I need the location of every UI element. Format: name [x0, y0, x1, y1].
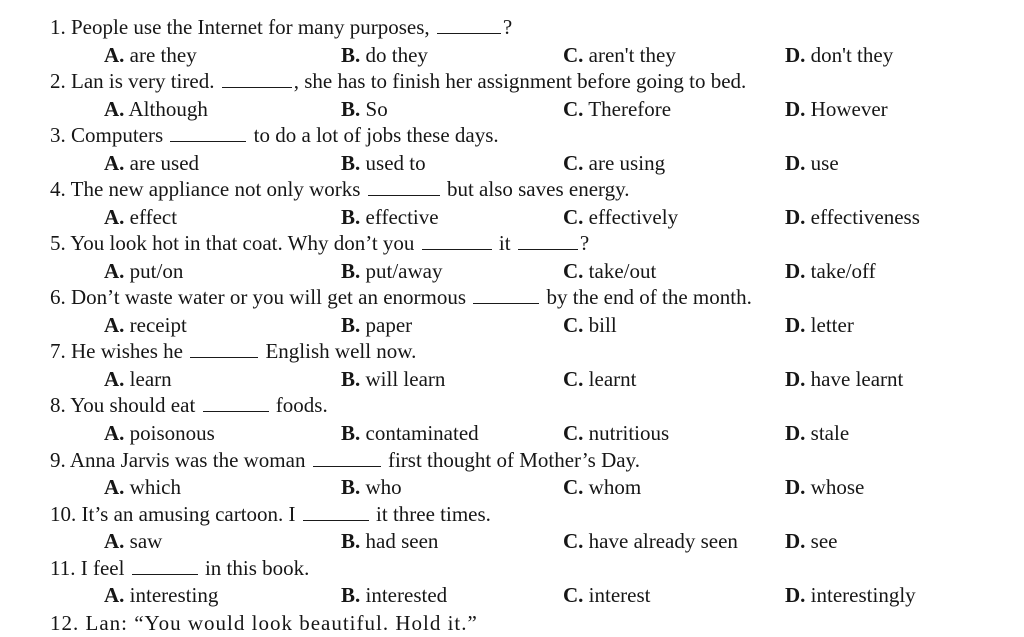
option-a — [104, 96, 208, 122]
option-text: put/away — [365, 259, 443, 283]
question-9-stem — [50, 447, 640, 474]
option-a — [104, 474, 181, 500]
option-text: take/out — [588, 259, 657, 283]
option-b — [341, 366, 445, 392]
option-letter: D. — [785, 583, 806, 607]
question-text: but also saves energy. — [446, 177, 630, 201]
question-text: in this book. — [204, 556, 310, 580]
option-letter: C. — [563, 583, 584, 607]
option-text: do they — [365, 43, 428, 67]
option-a — [104, 312, 187, 338]
option-letter: B. — [341, 205, 361, 229]
option-letter: A. — [104, 205, 125, 229]
option-c — [563, 474, 641, 500]
answer-blank — [170, 123, 246, 142]
option-letter: A. — [104, 367, 125, 391]
option-text: stale — [810, 421, 850, 445]
option-text: interested — [365, 583, 448, 607]
option-d — [785, 582, 916, 608]
option-d — [785, 204, 920, 230]
option-text: used to — [365, 151, 426, 175]
option-b — [341, 204, 439, 230]
question-text: foods. — [275, 393, 328, 417]
option-text: receipt — [129, 313, 187, 337]
option-text: learn — [129, 367, 172, 391]
option-c — [563, 96, 671, 122]
option-letter: C. — [563, 151, 584, 175]
option-d — [785, 258, 876, 284]
option-letter: C. — [563, 475, 584, 499]
question-text: it — [498, 231, 511, 255]
option-letter: B. — [341, 367, 361, 391]
question-4-stem — [50, 176, 630, 203]
question-text: first thought of Mother’s Day. — [387, 448, 640, 472]
option-letter: A. — [104, 97, 125, 121]
question-number: 3. — [50, 123, 66, 147]
option-text: learnt — [588, 367, 637, 391]
answer-blank — [222, 69, 292, 88]
question-11-stem — [50, 555, 309, 582]
option-a — [104, 42, 197, 68]
answer-blank — [518, 231, 578, 250]
option-c — [563, 42, 676, 68]
option-letter: B. — [341, 151, 361, 175]
option-text: paper — [365, 313, 413, 337]
option-letter: A. — [104, 583, 125, 607]
option-letter: D. — [785, 367, 806, 391]
question-10-stem — [50, 501, 491, 528]
answer-blank — [437, 15, 501, 34]
option-text: However — [810, 97, 888, 121]
option-text: contaminated — [365, 421, 479, 445]
option-b — [341, 582, 447, 608]
option-d — [785, 420, 849, 446]
option-letter: A. — [104, 475, 125, 499]
question-text: The new appliance not only works — [70, 177, 361, 201]
question-number: 7. — [50, 339, 66, 363]
option-text: had seen — [365, 529, 439, 553]
option-text: effective — [365, 205, 439, 229]
option-letter: C. — [563, 313, 584, 337]
answer-blank — [203, 393, 269, 412]
option-letter: D. — [785, 475, 806, 499]
cutoff-question-12 — [50, 608, 590, 635]
option-d — [785, 312, 854, 338]
option-letter: B. — [341, 313, 361, 337]
question-number: 9. — [50, 448, 66, 472]
question-number: 6. — [50, 285, 66, 309]
option-a — [104, 150, 199, 176]
option-letter: B. — [341, 529, 361, 553]
option-c — [563, 312, 617, 338]
option-text: interestingly — [810, 583, 916, 607]
option-letter: D. — [785, 259, 806, 283]
option-text: see — [810, 529, 838, 553]
option-letter: B. — [341, 583, 361, 607]
answer-blank — [190, 339, 258, 358]
option-c — [563, 258, 656, 284]
answer-blank — [368, 177, 440, 196]
question-number: 11. — [50, 556, 76, 580]
option-text: effectively — [588, 205, 679, 229]
option-text: have learnt — [810, 367, 904, 391]
question-number: 1. — [50, 15, 66, 39]
option-letter: D. — [785, 529, 806, 553]
answer-blank — [422, 231, 492, 250]
option-letter: D. — [785, 205, 806, 229]
option-text: effectiveness — [810, 205, 920, 229]
option-letter: C. — [563, 367, 584, 391]
cutoff-text: 12. Lan: “You would look beautiful. Hold it.” — [50, 611, 478, 635]
option-text: which — [129, 475, 181, 499]
question-text: Don’t waste water or you will get an enormous — [71, 285, 467, 309]
answer-blank — [132, 556, 198, 575]
question-text: ? — [502, 15, 513, 39]
option-text: letter — [810, 313, 854, 337]
option-letter: A. — [104, 43, 125, 67]
question-number: 4. — [50, 177, 66, 201]
option-text: aren't they — [588, 43, 676, 67]
option-b — [341, 150, 426, 176]
option-text: nutritious — [588, 421, 670, 445]
option-c — [563, 582, 650, 608]
answer-blank — [313, 448, 381, 467]
option-text: are using — [588, 151, 666, 175]
question-text: ? — [579, 231, 590, 255]
option-letter: D. — [785, 43, 806, 67]
question-text: People use the Internet for many purposes, — [71, 15, 430, 39]
option-b — [341, 420, 479, 446]
question-number: 2. — [50, 69, 66, 93]
option-text: Therefore — [588, 97, 672, 121]
option-a — [104, 420, 215, 446]
option-letter: A. — [104, 151, 125, 175]
option-letter: B. — [341, 421, 361, 445]
answer-blank — [473, 285, 539, 304]
option-b — [341, 258, 443, 284]
answer-blank — [303, 502, 369, 521]
question-5-stem — [50, 230, 589, 257]
option-text: use — [810, 151, 839, 175]
option-text: have already seen — [588, 529, 738, 553]
option-letter: D. — [785, 421, 806, 445]
question-7-stem — [50, 338, 416, 365]
question-8-stem — [50, 392, 328, 419]
option-a — [104, 204, 177, 230]
question-3-stem — [50, 122, 499, 149]
question-number: 8. — [50, 393, 66, 417]
question-text: Lan is very tired. — [71, 69, 215, 93]
option-d — [785, 96, 888, 122]
option-letter: B. — [341, 475, 361, 499]
question-text: He wishes he — [71, 339, 183, 363]
option-text: interesting — [129, 583, 219, 607]
question-1-stem — [50, 14, 512, 41]
option-letter: A. — [104, 421, 125, 445]
option-text: saw — [129, 529, 163, 553]
option-letter: D. — [785, 97, 806, 121]
option-letter: C. — [563, 529, 584, 553]
option-b — [341, 96, 388, 122]
question-text: to do a lot of jobs these days. — [253, 123, 499, 147]
question-text: by the end of the month. — [546, 285, 752, 309]
option-letter: C. — [563, 259, 584, 283]
option-text: take/off — [810, 259, 876, 283]
option-c — [563, 366, 636, 392]
option-letter: A. — [104, 259, 125, 283]
option-text: are they — [129, 43, 197, 67]
question-text: I feel — [80, 556, 125, 580]
option-text: don't they — [810, 43, 894, 67]
option-b — [341, 42, 428, 68]
option-text: will learn — [365, 367, 446, 391]
option-b — [341, 474, 402, 500]
option-letter: B. — [341, 43, 361, 67]
option-letter: C. — [563, 205, 584, 229]
question-6-stem — [50, 284, 752, 311]
option-c — [563, 204, 678, 230]
option-text: who — [365, 475, 402, 499]
option-text: Although — [128, 97, 208, 121]
question-text: it three times. — [376, 502, 491, 526]
question-text: , she has to finish her assignment before going to bed. — [293, 69, 747, 93]
option-letter: D. — [785, 313, 806, 337]
option-letter: A. — [104, 529, 125, 553]
option-letter: A. — [104, 313, 125, 337]
option-c — [563, 420, 669, 446]
option-text: bill — [588, 313, 617, 337]
option-letter: B. — [341, 97, 361, 121]
question-text: You should eat — [70, 393, 196, 417]
option-letter: C. — [563, 43, 584, 67]
option-text: whose — [810, 475, 865, 499]
option-letter: B. — [341, 259, 361, 283]
option-c — [563, 150, 665, 176]
question-number: 10. — [50, 502, 77, 526]
option-letter: C. — [563, 421, 584, 445]
option-text: interest — [588, 583, 651, 607]
option-text: are used — [129, 151, 200, 175]
option-d — [785, 150, 839, 176]
option-b — [341, 528, 438, 554]
question-text: English well now. — [265, 339, 417, 363]
question-text: Anna Jarvis was the woman — [69, 448, 306, 472]
option-b — [341, 312, 412, 338]
option-d — [785, 42, 893, 68]
option-a — [104, 582, 218, 608]
question-text: It’s an amusing cartoon. I — [81, 502, 296, 526]
option-text: whom — [588, 475, 642, 499]
option-c — [563, 528, 738, 554]
question-text: Computers — [71, 123, 164, 147]
option-a — [104, 366, 172, 392]
question-number: 5. — [50, 231, 66, 255]
question-text: You look hot in that coat. Why don’t you — [70, 231, 415, 255]
option-text: put/on — [129, 259, 184, 283]
option-d — [785, 474, 864, 500]
question-2-stem — [50, 68, 746, 95]
option-d — [785, 366, 903, 392]
option-text: poisonous — [129, 421, 215, 445]
option-letter: D. — [785, 151, 806, 175]
option-d — [785, 528, 838, 554]
option-letter: C. — [563, 97, 584, 121]
option-text: So — [365, 97, 388, 121]
option-text: effect — [129, 205, 178, 229]
option-a — [104, 258, 183, 284]
option-a — [104, 528, 162, 554]
